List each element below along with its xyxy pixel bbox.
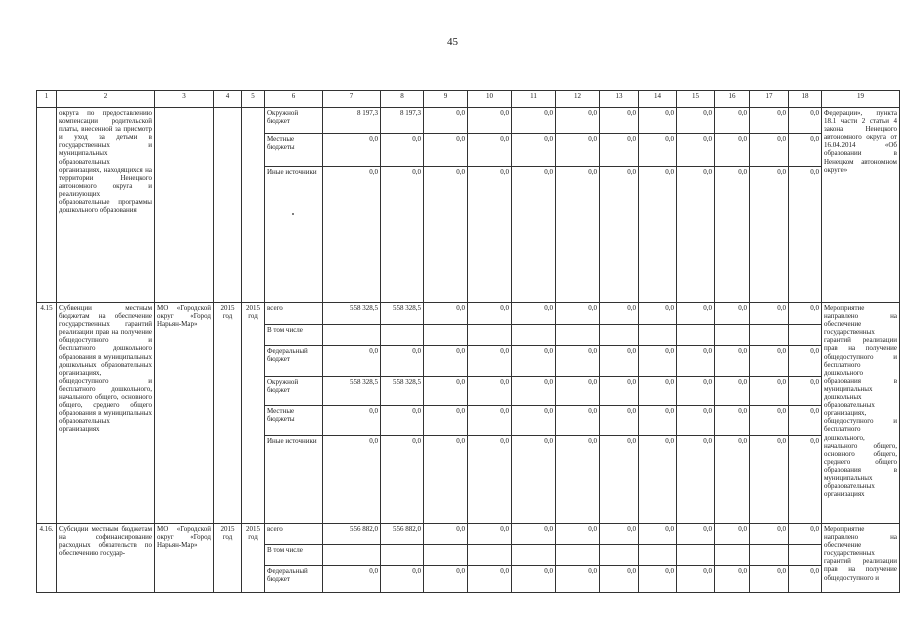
header-col-8: 8 [381,91,424,108]
value-col-13: 0,0 [600,377,639,406]
value-col-15: 0,0 [677,524,715,545]
value-col-11: 0,0 [512,406,556,436]
value-col-15: 0,0 [677,566,715,593]
value-col-16: 0,0 [715,406,750,436]
value-col-7: 558 328,5 [323,303,381,325]
value-col-10: 0,0 [468,134,512,167]
value-col-10: 0,0 [468,566,512,593]
empty-cell [789,545,822,566]
value-col-14: 0,0 [639,303,677,325]
value-col-15: 0,0 [677,346,715,377]
value-col-17: 0,0 [750,134,789,167]
value-col-12: 0,0 [556,108,600,134]
value-col-17: 0,0 [750,346,789,377]
value-col-11: 0,0 [512,303,556,325]
empty-cell [381,325,424,346]
empty-cell [677,325,715,346]
header-col-5: 5 [242,91,265,108]
value-col-15: 0,0 [677,134,715,167]
value-col-13: 0,0 [600,167,639,303]
value-col-13: 0,0 [600,566,639,593]
header-col-12: 12 [556,91,600,108]
value-col-14: 0,0 [639,436,677,524]
header-col-2: 2 [57,91,155,108]
stray-mark [292,213,294,215]
item-executor: МО «Городской округ «Город Нарьян-Мар» [155,524,214,593]
value-col-10: 0,0 [468,108,512,134]
value-col-9: 0,0 [424,167,468,303]
value-col-18: 0,0 [789,377,822,406]
value-col-8: 0,0 [381,406,424,436]
empty-cell [600,545,639,566]
value-col-12: 0,0 [556,167,600,303]
value-col-9: 0,0 [424,346,468,377]
value-col-15: 0,0 [677,377,715,406]
header-col-19: 19 [822,91,900,108]
value-col-18: 0,0 [789,406,822,436]
value-col-14: 0,0 [639,134,677,167]
value-col-16: 0,0 [715,134,750,167]
value-col-15: 0,0 [677,108,715,134]
value-col-14: 0,0 [639,406,677,436]
header-col-17: 17 [750,91,789,108]
header-col-9: 9 [424,91,468,108]
value-col-7: 8 197,3 [323,108,381,134]
funding-source: Иные источники [265,436,323,524]
value-col-7: 556 882,0 [323,524,381,545]
value-col-13: 0,0 [600,134,639,167]
header-col-1: 1 [37,91,57,108]
value-col-18: 0,0 [789,524,822,545]
item-note: Федерации», пункта 18.1 части 2 статьи 4 закона Ненецкого автономного округа от 16.04.2014 «Об образовании в Ненецком автономном округе» [822,108,900,303]
value-col-16: 0,0 [715,377,750,406]
value-col-10: 0,0 [468,303,512,325]
value-col-11: 0,0 [512,167,556,303]
empty-cell [600,325,639,346]
value-col-17: 0,0 [750,303,789,325]
value-col-11: 0,0 [512,346,556,377]
value-col-9: 0,0 [424,108,468,134]
value-col-15: 0,0 [677,303,715,325]
table-row [37,524,900,545]
value-col-16: 0,0 [715,108,750,134]
value-col-17: 0,0 [750,406,789,436]
funding-source: В том числе [265,545,323,566]
value-col-9: 0,0 [424,377,468,406]
value-col-8: 0,0 [381,134,424,167]
value-col-11: 0,0 [512,134,556,167]
empty-cell [323,325,381,346]
value-col-13: 0,0 [600,406,639,436]
value-col-13: 0,0 [600,524,639,545]
header-col-18: 18 [789,91,822,108]
header-col-7: 7 [323,91,381,108]
value-col-10: 0,0 [468,346,512,377]
header-col-4: 4 [214,91,242,108]
funding-source: Местные бюджеты [265,134,323,167]
value-col-8: 0,0 [381,346,424,377]
empty-cell [556,325,600,346]
program-table [36,90,900,593]
value-col-8: 558 328,5 [381,303,424,325]
value-col-7: 0,0 [323,566,381,593]
header-col-14: 14 [639,91,677,108]
empty-cell [512,325,556,346]
empty-cell [381,545,424,566]
value-col-10: 0,0 [468,377,512,406]
funding-source: Федеральный бюджет [265,566,323,593]
funding-source: Окружной бюджет [265,377,323,406]
value-col-18: 0,0 [789,303,822,325]
value-col-17: 0,0 [750,108,789,134]
item-year-end: 2015 год [242,303,265,524]
item-code [37,108,57,303]
empty-cell [639,545,677,566]
value-col-18: 0,0 [789,436,822,524]
item-year-end: 2015 год [242,524,265,593]
item-description: Субсидии местным бюджетам на софинансирование расходных обязательств по обеспечению государ- [57,524,155,593]
item-note: Мероприятие направлено на обеспечение государственных гарантий реализации прав на получение общедоступного и [822,524,900,593]
empty-cell [750,545,789,566]
empty-cell [512,545,556,566]
item-year-start [214,108,242,303]
item-year-start: 2015 год [214,303,242,524]
value-col-18: 0,0 [789,566,822,593]
funding-source: Местные бюджеты [265,406,323,436]
item-description: округа по предоставлению компенсации родительской платы, внесенной за присмотр и уход за детьми в государственных и муниципальных образовательных организациях, находящихся на территории Ненецкого автономного округа и реализующих образовательные программы дошкольного образования [57,108,155,303]
value-col-16: 0,0 [715,167,750,303]
header-col-16: 16 [715,91,750,108]
value-col-13: 0,0 [600,303,639,325]
header-col-11: 11 [512,91,556,108]
header-col-13: 13 [600,91,639,108]
value-col-14: 0,0 [639,377,677,406]
table-row [37,108,900,134]
value-col-17: 0,0 [750,566,789,593]
value-col-16: 0,0 [715,566,750,593]
value-col-9: 0,0 [424,524,468,545]
value-col-15: 0,0 [677,167,715,303]
value-col-12: 0,0 [556,566,600,593]
value-col-8: 556 882,0 [381,524,424,545]
empty-cell [715,545,750,566]
funding-source: Окружной бюджет [265,108,323,134]
header-row [37,91,900,108]
value-col-9: 0,0 [424,134,468,167]
value-col-13: 0,0 [600,346,639,377]
value-col-17: 0,0 [750,524,789,545]
empty-cell [556,545,600,566]
header-col-3: 3 [155,91,214,108]
value-col-9: 0,0 [424,406,468,436]
value-col-11: 0,0 [512,566,556,593]
value-col-14: 0,0 [639,566,677,593]
value-col-9: 0,0 [424,303,468,325]
funding-source: Федеральный бюджет [265,346,323,377]
empty-cell [323,545,381,566]
value-col-12: 0,0 [556,134,600,167]
value-col-10: 0,0 [468,436,512,524]
value-col-12: 0,0 [556,346,600,377]
value-col-15: 0,0 [677,406,715,436]
value-col-17: 0,0 [750,167,789,303]
value-col-17: 0,0 [750,436,789,524]
value-col-14: 0,0 [639,108,677,134]
funding-source: В том числе [265,325,323,346]
value-col-16: 0,0 [715,303,750,325]
empty-cell [750,325,789,346]
header-col-15: 15 [677,91,715,108]
value-col-10: 0,0 [468,406,512,436]
value-col-12: 0,0 [556,436,600,524]
value-col-12: 0,0 [556,524,600,545]
value-col-15: 0,0 [677,436,715,524]
item-code: 4.16. [37,524,57,593]
value-col-14: 0,0 [639,346,677,377]
empty-cell [789,325,822,346]
funding-source: Иные источники [265,167,323,303]
empty-cell [715,325,750,346]
item-description: Субвенции местным бюджетам на обеспечение государственных гарантий реализации прав на получение общедоступного и бесплатного дошкольного образования в муниципальных дошкольных образовательных организациях, общедоступного и бесплатного дошкольного, начального общего, основного общего, среднего общего образования в муниципальных образовательных организациях [57,303,155,524]
value-col-18: 0,0 [789,134,822,167]
empty-cell [424,325,468,346]
value-col-7: 0,0 [323,134,381,167]
value-col-18: 0,0 [789,167,822,303]
value-col-7: 0,0 [323,167,381,303]
value-col-8: 0,0 [381,436,424,524]
empty-cell [468,545,512,566]
value-col-14: 0,0 [639,524,677,545]
empty-cell [639,325,677,346]
value-col-7: 558 328,5 [323,377,381,406]
value-col-8: 558 328,5 [381,377,424,406]
value-col-11: 0,0 [512,436,556,524]
funding-source: всего [265,524,323,545]
value-col-8: 8 197,3 [381,108,424,134]
header-col-6: 6 [265,91,323,108]
item-year-end [242,108,265,303]
value-col-8: 0,0 [381,566,424,593]
value-col-13: 0,0 [600,436,639,524]
header-col-10: 10 [468,91,512,108]
item-executor [155,108,214,303]
value-col-12: 0,0 [556,303,600,325]
value-col-18: 0,0 [789,346,822,377]
value-col-16: 0,0 [715,436,750,524]
value-col-9: 0,0 [424,436,468,524]
value-col-13: 0,0 [600,108,639,134]
value-col-17: 0,0 [750,377,789,406]
empty-cell [468,325,512,346]
value-col-7: 0,0 [323,406,381,436]
value-col-18: 0,0 [789,108,822,134]
empty-cell [677,545,715,566]
value-col-11: 0,0 [512,108,556,134]
value-col-9: 0,0 [424,566,468,593]
value-col-16: 0,0 [715,346,750,377]
value-col-7: 0,0 [323,436,381,524]
value-col-10: 0,0 [468,524,512,545]
value-col-16: 0,0 [715,524,750,545]
value-col-14: 0,0 [639,167,677,303]
value-col-12: 0,0 [556,377,600,406]
value-col-12: 0,0 [556,406,600,436]
value-col-8: 0,0 [381,167,424,303]
item-year-start: 2015 год [214,524,242,593]
funding-source: всего [265,303,323,325]
item-note: Мероприятие направлено на обеспечение государственных гарантий реализации прав на получение общедоступного и бесплатного дошкольного образования в муниципальных дошкольных образовательных организациях, общедоступного и бесплатного дошкольного, начального общего, основного общего, среднего общего образования в муниципальных образовательных организациях [822,303,900,524]
table-row [37,303,900,325]
empty-cell [424,545,468,566]
item-executor: МО «Городской округ «Город Нарьян-Мар» [155,303,214,524]
value-col-10: 0,0 [468,167,512,303]
value-col-7: 0,0 [323,346,381,377]
value-col-11: 0,0 [512,377,556,406]
value-col-11: 0,0 [512,524,556,545]
item-code: 4.15 [37,303,57,524]
page-number: 45 [447,36,458,48]
